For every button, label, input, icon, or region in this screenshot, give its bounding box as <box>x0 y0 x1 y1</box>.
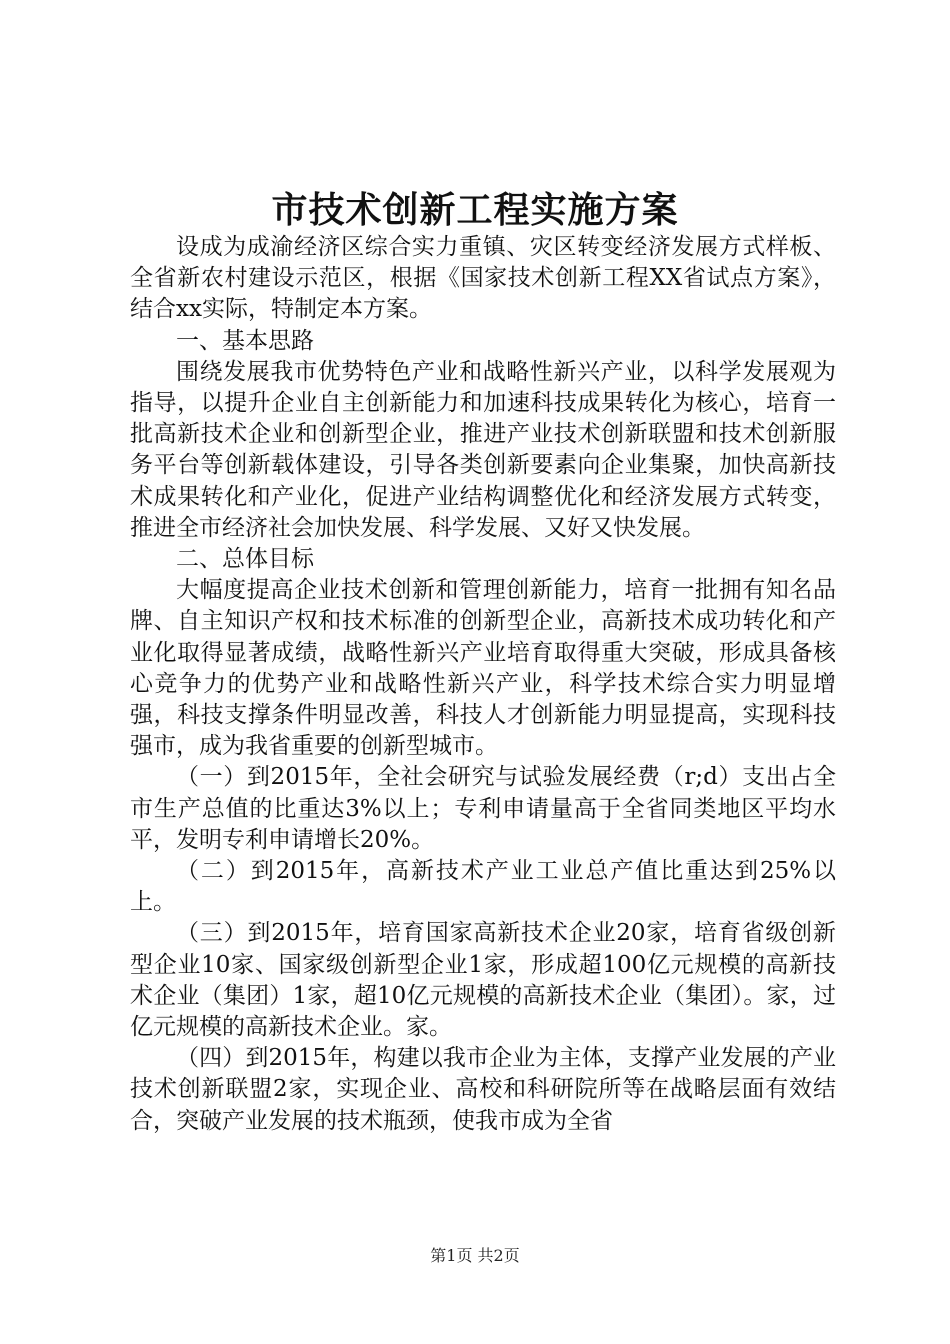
intro-paragraph: 设成为成渝经济区综合实力重镇、灾区转变经济发展方式样板、全省新农村建设示范区，根据《国家技术创新工程XX省试点方案》，结合xx实际，特制定本方案。 <box>130 234 836 323</box>
document-title: 市技术创新工程实施方案 <box>271 189 679 231</box>
document-body <box>130 232 836 1137</box>
goal-item-1: （一）到2015年，全社会研究与试验发展经费（r;d）支出占全市生产总值的比重达3%以上；专利申请量高于全省同类地区平均水平，发明专利申请增长20%。 <box>130 764 836 853</box>
page-number-footer: 第1页 共2页 <box>430 1246 520 1265</box>
section-heading-overall-goals: 二、总体目标 <box>176 546 314 573</box>
section-heading-basic-approach: 一、基本思路 <box>176 327 314 354</box>
goal-item-3: （三）到2015年，培育国家高新技术企业20家，培育省级创新型企业10家、国家级创新型企业1家，形成超100亿元规模的高新技术企业（集团）1家，超10亿元规模的高新技术企业（集团）。家，过亿元规模的高新技术企业。家。 <box>130 920 836 1041</box>
basic-approach-paragraph: 围绕发展我市优势特色产业和战略性新兴产业，以科学发展观为指导，以提升企业自主创新能力和加速科技成果转化为核心，培育一批高新技术企业和创新型企业，推进产业技术创新联盟和技术创新服务平台等创新载体建设，引导各类创新要素向企业集聚，加快高新技术成果转化和产业化，促进产业结构调整优化和经济发展方式转变，推进全市经济社会加快发展、科学发展、又好又快发展。 <box>130 358 836 541</box>
goal-item-4: （四）到2015年，构建以我市企业为主体，支撑产业发展的产业技术创新联盟2家，实现企业、高校和科研院所等在战略层面有效结合，突破产业发展的技术瓶颈，使我市成为全省 <box>130 1045 836 1134</box>
goal-item-2: （二）到2015年，高新技术产业工业总产值比重达到25%以上。 <box>130 858 836 916</box>
overall-goals-paragraph: 大幅度提高企业技术创新和管理创新能力，培育一批拥有知名品牌、自主知识产权和技术标准的创新型企业，高新技术成功转化和产业化取得显著成绩，战略性新兴产业培育取得重大突破，形成具备核心竞争力的优势产业和战略性新兴产业，科学技术综合实力明显增强，科技支撑条件明显改善，科技人才创新能力明显提高，实现科技强市，成为我省重要的创新型城市。 <box>130 577 836 760</box>
